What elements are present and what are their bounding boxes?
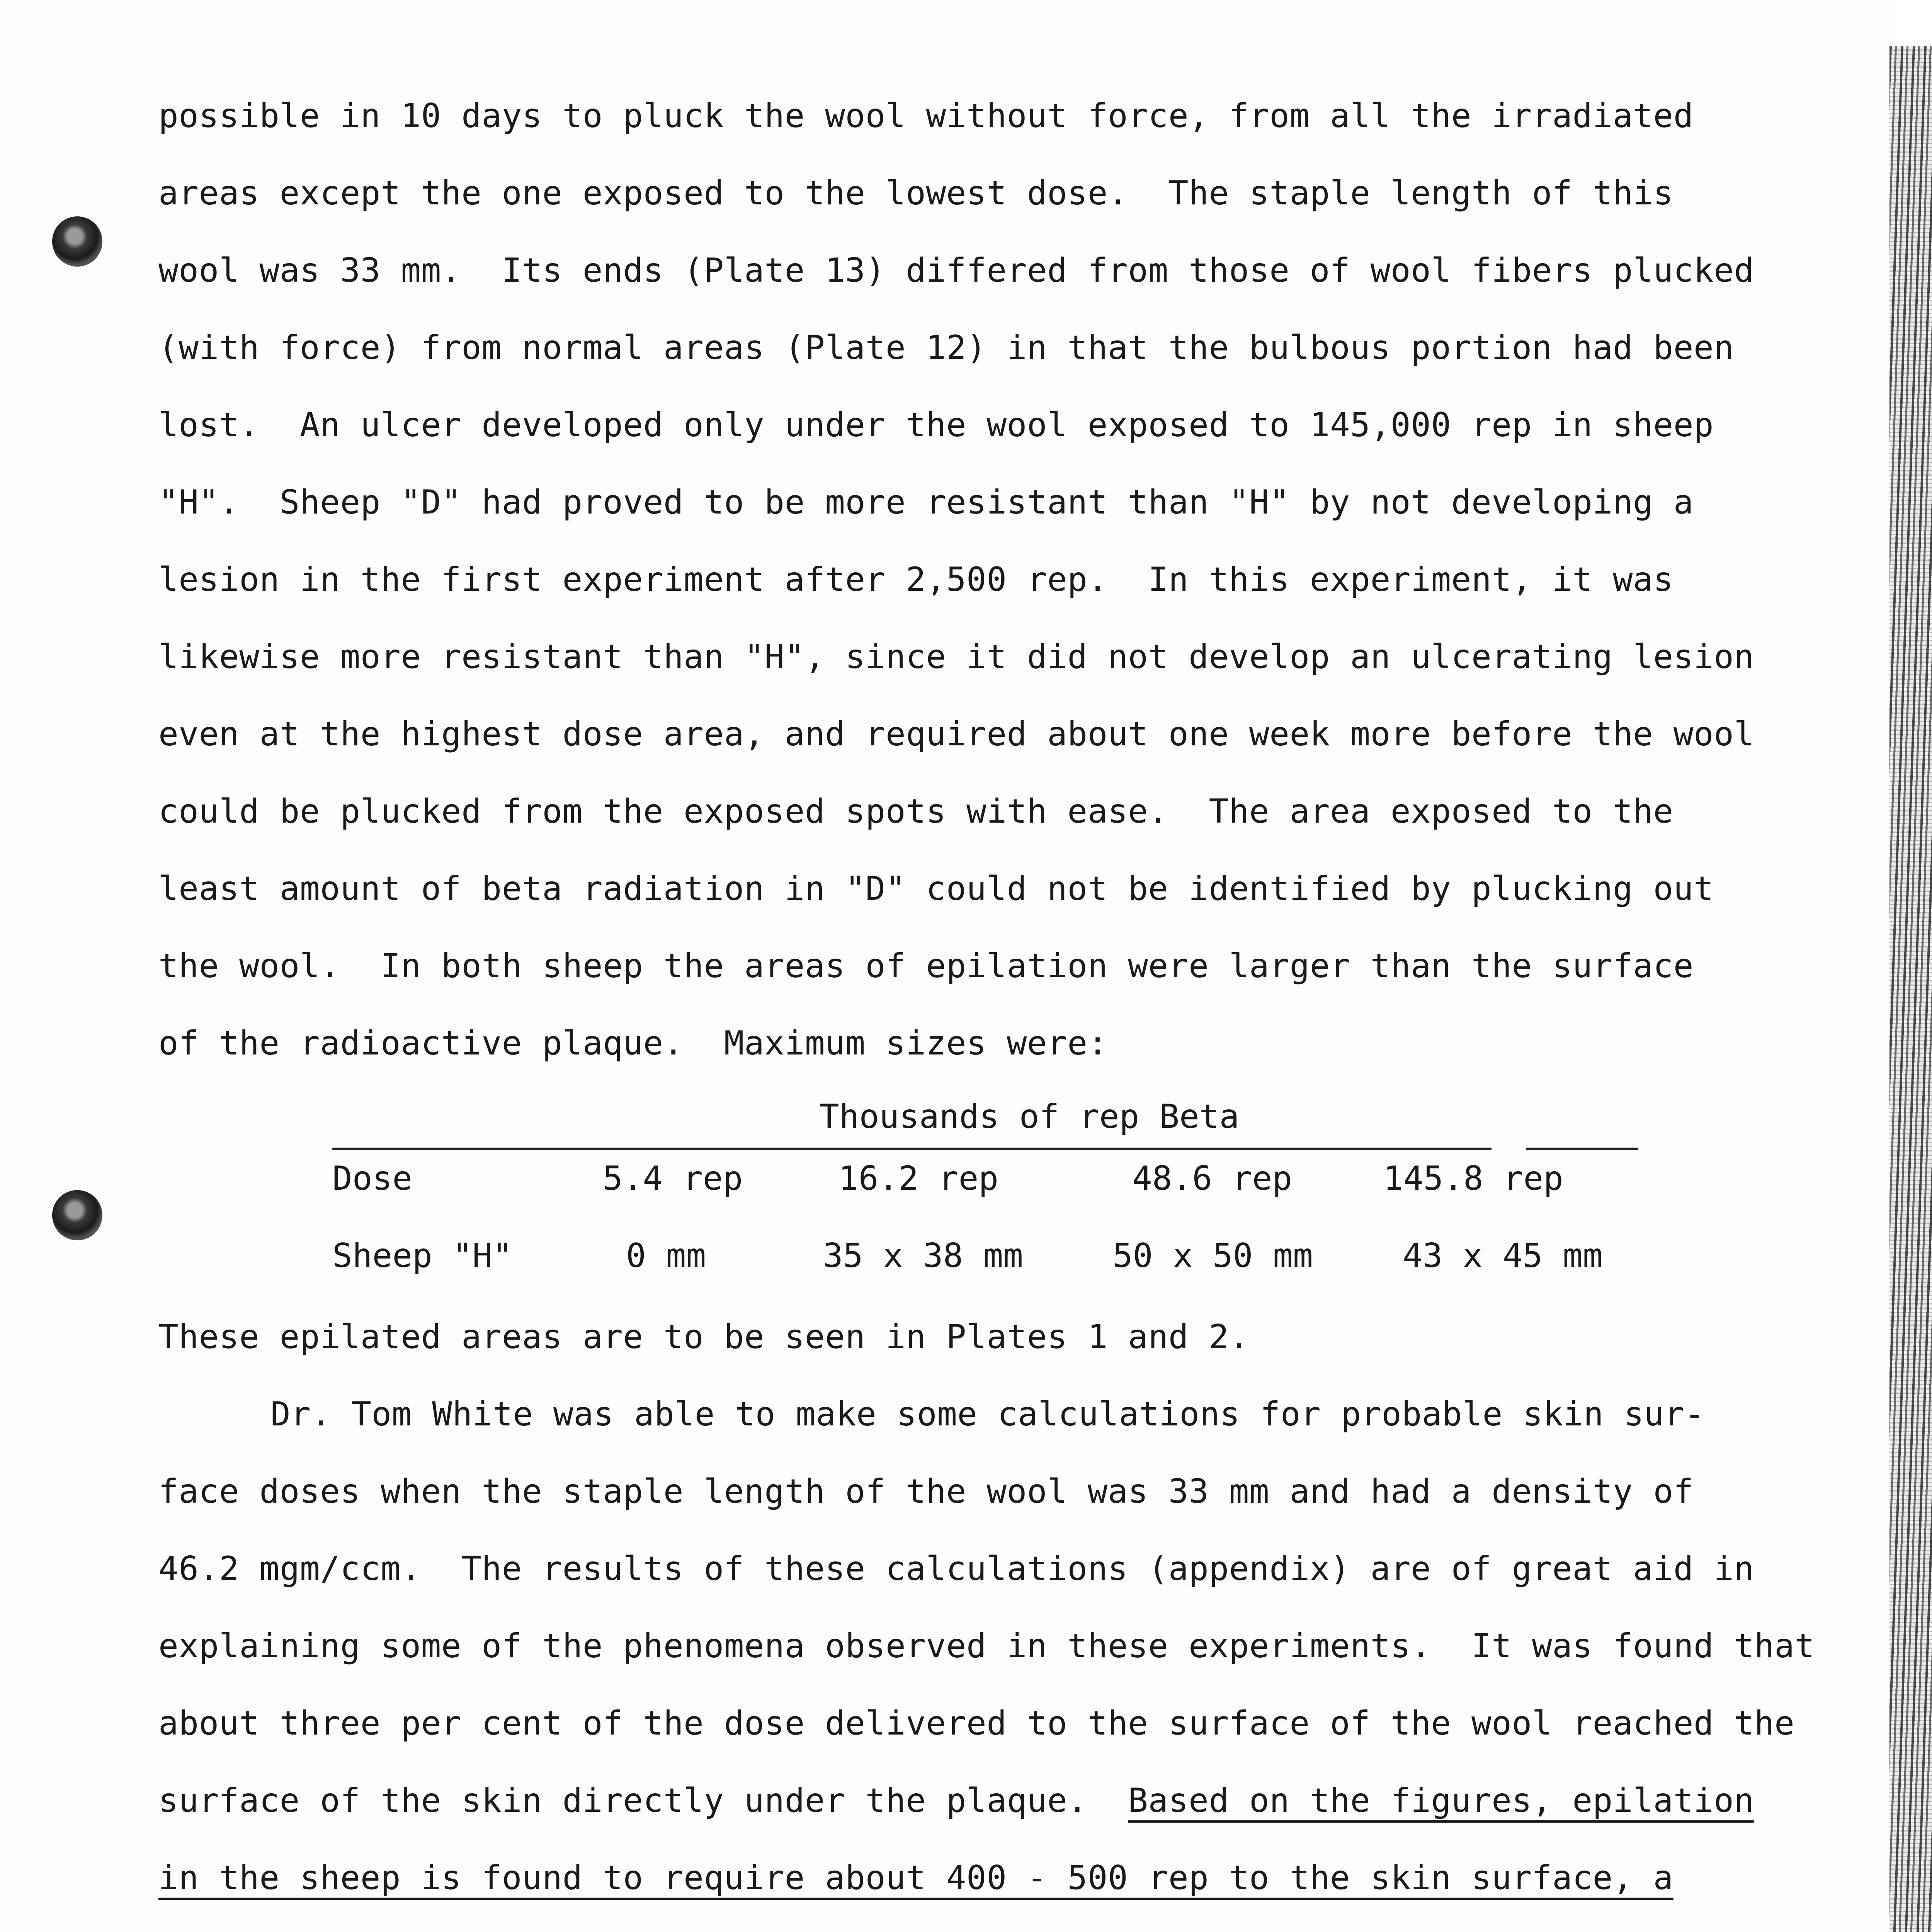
- dose-cell: 16.2 rep: [838, 1159, 999, 1198]
- text-line: (with force) from normal areas (Plate 12) in that the bulbous portion had been: [158, 328, 1734, 367]
- text-line: "H". Sheep "D" had proved to be more resistant than "H" by not developing a: [158, 483, 1694, 522]
- table-rule: [332, 1148, 1492, 1150]
- text-line: of the radioactive plaque. Maximum sizes were:: [158, 1024, 1108, 1063]
- size-cell: 50 x 50 mm: [1113, 1236, 1313, 1275]
- text-line: wool was 33 mm. Its ends (Plate 13) differed from those of wool fibers plucked: [158, 251, 1754, 290]
- text-line: These epilated areas are to be seen in Plates 1 and 2.: [158, 1318, 1249, 1356]
- text-line: areas except the one exposed to the lowest dose. The staple length of this: [158, 174, 1673, 213]
- text-line: about three per cent of the dose delivered to the surface of the wool reached the: [158, 1704, 1795, 1743]
- table-rule: [1526, 1148, 1638, 1150]
- text-line: 46.2 mgm/ccm. The results of these calculations (appendix) are of great aid in: [158, 1549, 1754, 1588]
- size-cell: 35 x 38 mm: [823, 1236, 1023, 1275]
- size-cell: 43 x 45 mm: [1403, 1236, 1603, 1275]
- text-line: Dr. Tom White was able to make some calculations for probable skin sur-: [270, 1395, 1705, 1434]
- punch-hole-middle: [52, 1190, 102, 1240]
- dose-label: Dose: [332, 1159, 413, 1198]
- dose-cell: 145.8 rep: [1383, 1159, 1563, 1198]
- text-line: lesion in the first experiment after 2,500 rep. In this experiment, it was: [158, 560, 1673, 599]
- table-header: Thousands of rep Beta: [819, 1097, 1240, 1136]
- text-line: [158, 1781, 1754, 1820]
- text-line: the wool. In both sheep the areas of epilation were larger than the surface: [158, 947, 1694, 985]
- text-line: explaining some of the phenomena observed in these experiments. It was found that: [158, 1627, 1815, 1665]
- scan-edge-right: [1889, 46, 1932, 1932]
- text-line: face doses when the staple length of the wool was 33 mm and had a density of: [158, 1472, 1694, 1511]
- underlined-text: Based on the figures, epilation: [1128, 1781, 1754, 1820]
- size-cell: 0 mm: [626, 1236, 706, 1275]
- text-line: lost. An ulcer developed only under the wool exposed to 145,000 rep in sheep: [158, 406, 1714, 444]
- dose-cell: 48.6 rep: [1132, 1159, 1293, 1198]
- text-line: least amount of beta radiation in "D" could not be identified by plucking out: [158, 869, 1714, 908]
- text-span: surface of the skin directly under the plaque.: [158, 1781, 1088, 1820]
- text-line: possible in 10 days to pluck the wool without force, from all the irradiated: [158, 97, 1694, 135]
- sheep-label: Sheep "H": [332, 1236, 512, 1275]
- dose-cell: 5.4 rep: [603, 1159, 743, 1198]
- text-line: even at the highest dose area, and required about one week more before the wool: [158, 715, 1754, 753]
- text-line: could be plucked from the exposed spots with ease. The area exposed to the: [158, 792, 1673, 831]
- punch-hole-top: [52, 216, 102, 267]
- text-line: likewise more resistant than "H", since it did not develop an ulcerating lesion: [158, 638, 1754, 676]
- underlined-text: in the sheep is found to require about 400 - 500 rep to the skin surface, a: [158, 1859, 1673, 1897]
